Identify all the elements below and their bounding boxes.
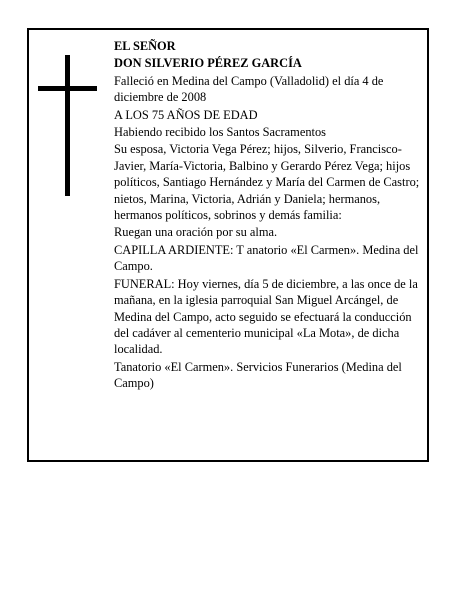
funeral-services: Tanatorio «El Carmen». Servicios Funerarios (Medina del Campo) <box>114 359 402 391</box>
funeral-info: FUNERAL: Hoy viernes, día 5 de diciembre, a las once de la mañana, en la iglesia parroquial San Miguel Arcángel, de Medina del Campo, acto seguido se efectuará la conducción del cadáver al cementerio municipal «La Mota», de dicha localidad. <box>114 276 418 357</box>
obituary-text <box>114 38 422 393</box>
death-info: Falleció en Medina del Campo (Valladolid) el día 4 de diciembre de 2008 <box>114 73 384 105</box>
prayer-request: Ruegan una oración por su alma. <box>114 225 278 240</box>
family-list: Su esposa, Victoria Vega Pérez; hijos, Silverio, Francisco-Javier, María-Victoria, Balbino y Gerardo Pérez Vega; hijos políticos, Santiago Hernández y María del Carmen de Castro; nietos, Marina, Victoria, Adrián y Daniela; hermanos, hermanos políticos, sobrinos y demás familia: <box>114 142 420 223</box>
deceased-name: DON SILVERIO PÉREZ GARCÍA <box>114 56 302 71</box>
age-info: A LOS 75 AÑOS DE EDAD <box>114 107 258 122</box>
chapel-info: CAPILLA ARDIENTE: T anatorio «El Carmen». Medina del Campo. <box>114 242 419 274</box>
cross-icon-horizontal-bar <box>38 86 97 91</box>
cross-icon-vertical-bar <box>65 55 70 196</box>
sacraments-info: Habiendo recibido los Santos Sacramentos <box>114 125 326 140</box>
deceased-title: EL SEÑOR <box>114 39 176 53</box>
